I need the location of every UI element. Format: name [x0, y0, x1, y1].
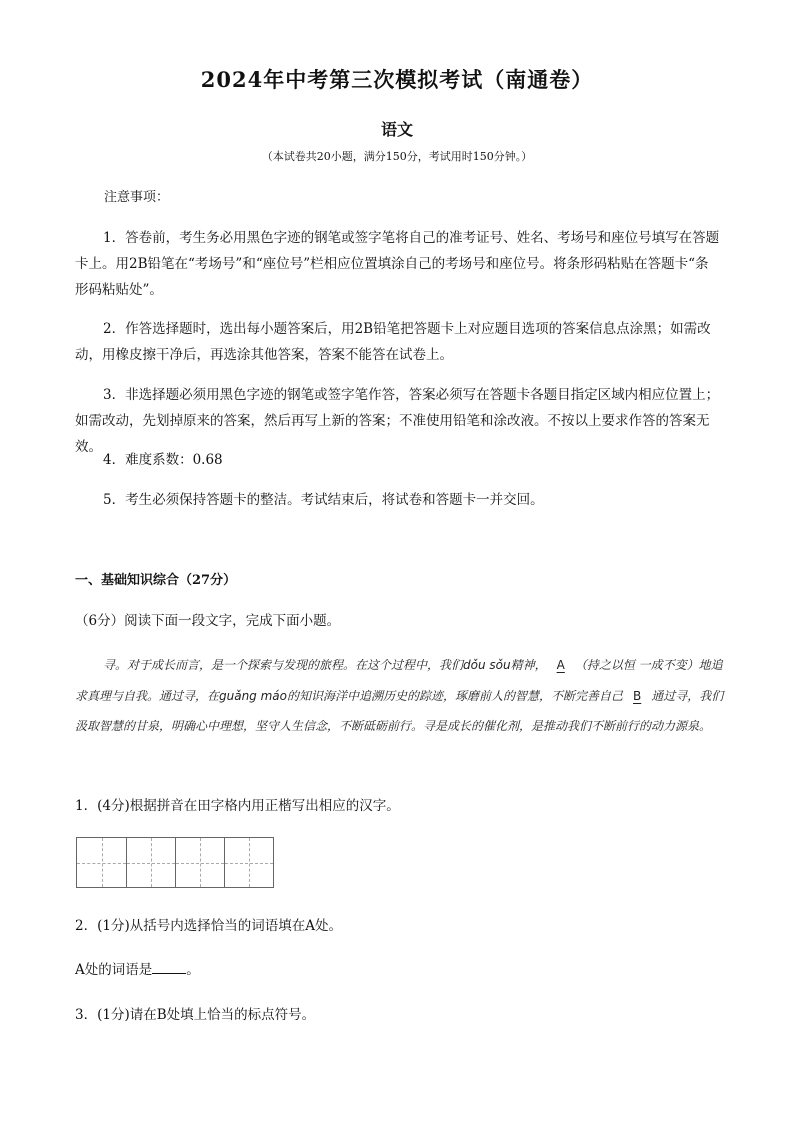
question-2-answer	[75, 958, 200, 978]
passage-part-3: 通过寻，我们汲取智慧的甘泉，明确心中理想，坚守人生信念，不断砥砺前行。寻是成长的催化剂，是推动我们不断前行的动力源泉。	[75, 688, 724, 733]
question-2: 2．(1分)从括号内选择恰当的词语填在A处。	[75, 918, 342, 934]
blank-a: A	[556, 658, 565, 672]
notice-item-4: 4．难度系数：0.68	[103, 452, 223, 468]
exam-title: 2024年中考第三次模拟考试（南通卷）	[200, 67, 594, 92]
answer-blank[interactable]	[152, 959, 186, 974]
tianzige-grid[interactable]	[76, 837, 274, 888]
notice-item-2: 2．作答选择题时，选出每小题答案后，用2B铅笔把答题卡上对应题目选项的答案信息点涂黑；如需改动，用橡皮擦干净后，再选涂其他答案，答案不能答在试卷上。	[75, 321, 711, 363]
tianzige-cell[interactable]	[224, 838, 273, 887]
subject-title: 语文	[380, 120, 413, 139]
notice-item-3: 3．非选择题必须用黑色字迹的钢笔或签字笔作答，答案必须写在答题卡各题目指定区域内相应位置上；如需改动，先划掉原来的答案，然后再写上新的答案；不准使用铅笔和涂改液。不按以上要求作答的答案无效。	[75, 387, 720, 455]
question-1: 1．(4分)根据拼音在田字格内用正楷写出相应的汉字。	[75, 798, 400, 814]
reading-passage	[75, 650, 725, 742]
answer-prefix: A处的词语是	[75, 962, 153, 978]
passage-part-1: 寻。对于成长而言，是一个探索与发现的旅程。在这个过程中，我们dǒu sǒu精神，	[103, 658, 547, 672]
tianzige-cell[interactable]	[77, 838, 126, 887]
passage-part-2: （持之以恒 一成不变）地追求真理与自我。通过寻，在guǎng máo的知识海洋中追溯历史的踪迹，琢磨前人的智慧，不断完善自己	[75, 658, 723, 703]
tianzige-cell[interactable]	[126, 838, 175, 887]
notice-item-5: 5．考生必须保持答题卡的整洁。考试结束后，将试卷和答题卡一并交回。	[103, 492, 544, 508]
notice-heading: 注意事项：	[104, 190, 170, 205]
answer-suffix: 。	[186, 962, 200, 978]
question-intro: （6分）阅读下面一段文字，完成下面小题。	[75, 613, 341, 629]
exam-info: （本试卷共20小题，满分150分，考试用时150分钟。）	[261, 150, 533, 163]
notice-item-1: 1．答卷前，考生务必用黑色字迹的钢笔或签字笔将自己的准考证号、姓名、考场号和座位号填写在答题卡上。用2B铅笔在“考场号”和“座位号”栏相应位置填涂自己的考场号和座位号。将条形码粘贴在答题卡“条形码粘贴处”。	[75, 230, 720, 298]
section-heading: 一、基础知识综合（27分）	[75, 573, 237, 588]
question-3: 3．(1分)请在B处填上恰当的标点符号。	[75, 1007, 316, 1023]
blank-b: B	[633, 688, 642, 703]
tianzige-cell[interactable]	[175, 838, 224, 887]
